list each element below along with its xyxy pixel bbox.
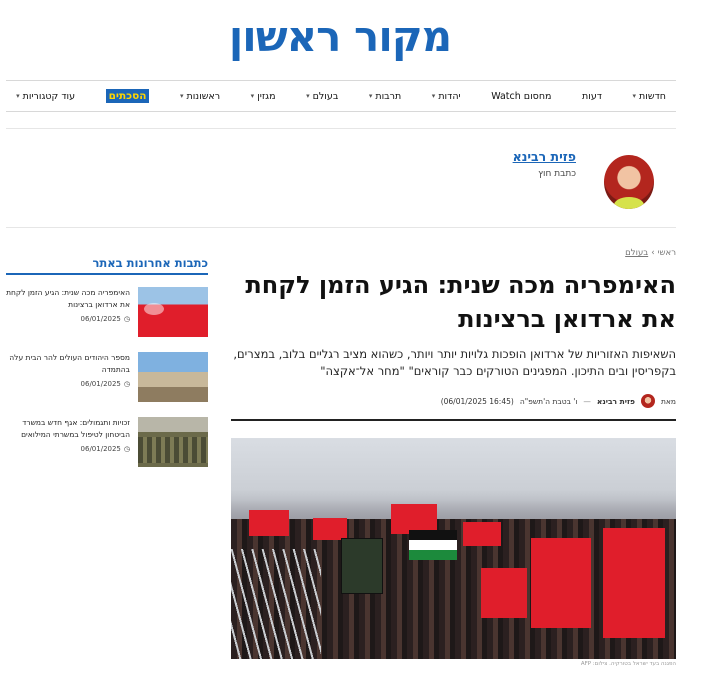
flag-shape: [463, 522, 501, 546]
clock-icon: ◷: [123, 315, 130, 323]
sidebar-article-thumbnail[interactable]: [138, 417, 208, 467]
author-avatar[interactable]: [604, 155, 654, 209]
flag-shape: [249, 510, 289, 536]
nav-item-world[interactable]: בעולם ▾: [306, 90, 339, 102]
flag-shape: [531, 538, 591, 628]
sidebar-article-title[interactable]: זכויות ותגמולים: אגף חדש במשרד הביטחון לטיפול במשרתי המילואים: [21, 418, 130, 439]
chevron-down-icon: ▾: [16, 92, 20, 100]
chevron-down-icon: ▾: [306, 92, 310, 100]
by-label: מאת: [660, 396, 676, 406]
nav-item-podcasts[interactable]: הסכתים: [106, 89, 150, 103]
sidebar-article-date: 06/01/2025 ◷: [80, 380, 130, 388]
meta-divider: [231, 419, 676, 421]
sidebar-article-thumbnail[interactable]: [138, 287, 208, 337]
sidebar-article-date: 06/01/2025 ◷: [80, 315, 130, 323]
article-headline: האימפריה מכה שנית: הגיע הזמן לקחת את ארדואן ברצינות: [245, 271, 676, 333]
nav-item-judaism[interactable]: יהדות ▾: [431, 90, 461, 102]
nav-item-watch[interactable]: מחסום Watch: [491, 90, 552, 102]
sidebar-article-thumbnail[interactable]: [138, 352, 208, 402]
author-name-link[interactable]: פזית רבינא: [512, 149, 576, 164]
author-mini-avatar: [641, 394, 655, 408]
author-box: [6, 128, 676, 228]
sidebar-article[interactable]: [6, 275, 208, 340]
nav-item-magazine[interactable]: מגזין ▾: [250, 90, 276, 102]
nav-item-culture[interactable]: תרבות ▾: [368, 90, 402, 102]
meta-hebrew-date: ו' בטבת ה'תשפ"ה: [519, 396, 578, 406]
sidebar-article[interactable]: [6, 340, 208, 405]
chevron-down-icon: ▾: [632, 92, 637, 100]
main-nav: [6, 80, 676, 112]
image-caption: הפגנה בעד ישראל בטורקיה. צילום: AFP: [580, 661, 676, 667]
chevron-down-icon: ▾: [368, 92, 373, 100]
palestinian-flag-shape: [409, 530, 457, 560]
breadcrumb-home[interactable]: ראשי: [657, 248, 676, 258]
breadcrumb-section[interactable]: בעולם: [625, 248, 649, 258]
nav-item-opinions[interactable]: דעות: [582, 90, 602, 102]
nav-item-firsts[interactable]: ראשונות ▾: [179, 90, 221, 102]
flag-shape: [313, 518, 347, 540]
article-hero-image[interactable]: [231, 438, 676, 659]
meta-separator: —: [583, 396, 591, 406]
chevron-down-icon: ▾: [250, 92, 255, 100]
hero-railing: [231, 549, 321, 659]
latest-articles-sidebar: [6, 256, 208, 470]
flag-shape: [603, 528, 665, 638]
meta-author-link[interactable]: פזית רבינא: [596, 396, 635, 406]
clock-icon: ◷: [123, 380, 130, 388]
sidebar-title: כתבות אחרונות באתר: [6, 256, 208, 275]
sidebar-article[interactable]: [6, 405, 208, 470]
sidebar-article-title[interactable]: האימפריה מכה שנית: הגיע הזמן לקחת את ארדואן ברצינות: [6, 288, 130, 309]
article-meta: [231, 394, 676, 408]
nav-item-more-categories[interactable]: עוד קטגוריות ▾: [16, 90, 76, 102]
chevron-down-icon: ▾: [431, 92, 436, 100]
article-subhead: השאיפות האזוריות של ארדואן הופכות גלויות יותר ויותר, כשהוא מציב רגליים בלוב, במצרים, בקפריסין ובים התיכון. המפגינים הטורקים כבר קוראים" "מחר אל־אקצה": [233, 347, 676, 378]
nav-item-news[interactable]: חדשות ▾: [632, 90, 666, 102]
author-role: כתבת חוץ: [538, 169, 576, 179]
flag-shape: [481, 568, 527, 618]
clock-icon: ◷: [123, 445, 130, 453]
chevron-left-icon: ›: [651, 248, 655, 258]
protest-sign: [341, 538, 383, 594]
site-logo[interactable]: מקור ראשון: [228, 12, 452, 61]
sidebar-article-date: 06/01/2025 ◷: [80, 445, 130, 453]
meta-datetime: (16:45 06/01/2025): [440, 396, 514, 406]
sidebar-article-title[interactable]: מספר היהודים העולים להר הבית עלה בהתמדה: [9, 353, 130, 374]
chevron-down-icon: ▾: [179, 92, 184, 100]
breadcrumb: [625, 248, 676, 258]
